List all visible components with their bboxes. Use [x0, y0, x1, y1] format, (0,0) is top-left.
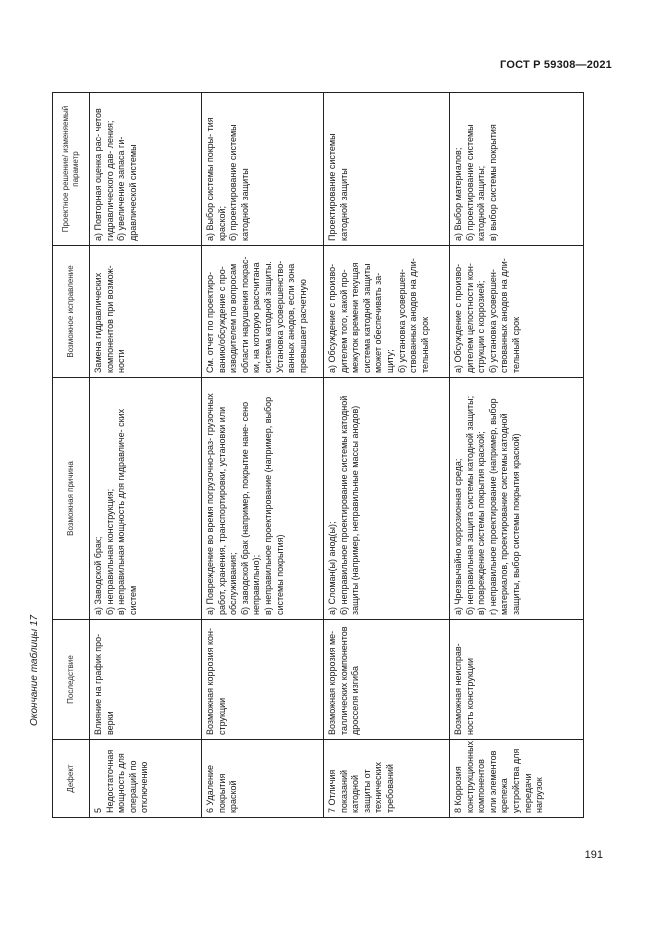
cell-design	[324, 93, 450, 246]
fix-line: б) установка усовершен- ствованных анодов на дли- тельный срок	[487, 258, 521, 373]
cause-line: в) неправильное проектирование (например, выбор системы покрытия)	[262, 396, 285, 615]
cell-defect: 7 Отличия показаний катодной защиты от технических требований	[324, 740, 450, 818]
cause-line: а) Заводской брак;	[93, 536, 103, 615]
cell-cause	[450, 378, 584, 620]
cell-defect: 5 Недостаточная мощность для операций по отключению	[90, 740, 202, 818]
cell-design	[450, 93, 584, 246]
cause-line: а) Повреждение во время погрузочно-раз- грузочных работ, хранения, транспортировки, установки или обслуживания;	[205, 393, 239, 615]
defects-table	[52, 92, 584, 818]
fix-line: Замена гидравлических компонентов при возмож- ности	[93, 265, 127, 373]
cause-line: б) неправильная конструкция;	[104, 488, 115, 615]
table-row	[90, 93, 202, 818]
cause-line: а) Сломан(ы) анод(ы);	[327, 521, 337, 615]
design-line: в) выбор системы покрытия	[487, 124, 498, 241]
table-row	[324, 93, 450, 818]
col-header-cause: Возможная причина	[53, 378, 90, 620]
cell-design	[90, 93, 202, 246]
cell-consequence: Возможная неисправ- ность конструкции	[450, 620, 584, 740]
cell-defect: 8 Коррозия конструкционных компонентов или элементов крепежа устройства для передачи нагрузок	[450, 740, 584, 818]
cell-cause	[90, 378, 202, 620]
cell-cause	[324, 378, 450, 620]
cell-fix	[324, 246, 450, 378]
cell-defect: 6 Удаление покрытия краской	[202, 740, 324, 818]
design-line: а) Выбор системы покры- тия краской;	[205, 117, 227, 241]
cause-line: г) неправильное проектирование (например, выбор материалов, проектирование системы катодной защиты, выбор системы покрытия краской)	[487, 398, 521, 615]
design-line: б) проектирование системы катодной защиты	[228, 124, 250, 241]
table-row	[450, 93, 584, 818]
design-line: б) проектирование системы катодной защиты;	[464, 124, 487, 241]
cell-consequence: Возможная коррозия ме- таллических компонентов дросселя изгиба	[324, 620, 450, 740]
cause-line: б) неправильная защита системы катодной защиты;	[464, 395, 475, 615]
standard-designation: ГОСТ Р 59308—2021	[500, 59, 612, 71]
cell-cause	[202, 378, 324, 620]
cell-consequence: Возможная коррозия кон- струкции	[202, 620, 324, 740]
cause-line: а) Чрезвычайно коррозионная среда;	[453, 458, 463, 615]
fix-line: См. отчет по проектиро- ванию/обсуждение с про- изводителем по вопросам области нарушения покрас- ки, на которую рассчитана система катодной защиты. Установка усовершенство- ванных анодов, если зона превышает расчетную	[205, 256, 308, 373]
cause-line: в) неправильная мощность для гидравличе- ских систем	[116, 408, 138, 615]
col-header-consequence: Последствие	[53, 620, 90, 740]
cause-line: б) заводской брак (например, покрытие нане- сено неправильно);	[239, 401, 262, 615]
page-number: 191	[584, 849, 603, 861]
design-line: а) Выбор материалов;	[453, 147, 463, 241]
table-continuation-caption: Окончание таблицы 17	[29, 614, 40, 726]
cell-consequence: Влияние на график про- верки	[90, 620, 202, 740]
cell-design	[202, 93, 324, 246]
fix-line: а) Обсуждение с произво- дителем того, какой про- межуток времени текущая система катодной защиты может обеспечивать за- щиту;	[327, 262, 395, 373]
col-header-design: Проектное решение/ изменяемый параметр	[53, 93, 90, 246]
cell-fix	[202, 246, 324, 378]
design-line: б) увеличение запаса ги- дравлической системы	[116, 136, 138, 241]
design-line: Проектирование системы катодной защиты	[327, 133, 349, 241]
rotated-table-container	[52, 93, 584, 818]
fix-line: а) Обсуждение с произво- дителем целостности кон- струкции с коррозией;	[453, 263, 487, 373]
cause-line: б) неправильное проектирование системы катодной защиты (например, неправильные массы анодов)	[338, 395, 361, 615]
fix-line: б) установка усовершен- ствованных анодов на дли- тельный срок	[396, 258, 430, 373]
design-line: а) Повторная оценка рас- четов гидравлического дав- ления;	[93, 108, 115, 241]
cause-line: в) повреждение системы покрытия краской;	[476, 431, 487, 615]
cell-fix	[90, 246, 202, 378]
col-header-fix: Возможное исправление	[53, 246, 90, 378]
cell-fix	[450, 246, 584, 378]
table-row	[202, 93, 324, 818]
table-header-row	[53, 93, 90, 818]
col-header-defect: Дефект	[53, 740, 90, 818]
